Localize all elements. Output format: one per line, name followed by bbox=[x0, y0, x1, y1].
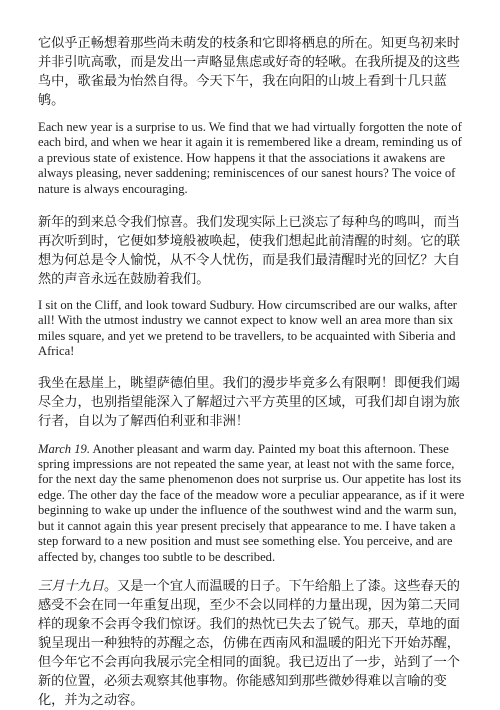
paragraph-zh-1: 它似乎正畅想着那些尚未萌发的枝条和它即将栖息的所在。知更鸟初来时并非引吭高歌，而是发出一声略显焦虑或好奇的轻啾。在我所提及的这些鸟中，歌雀最为怡然自得。今天下午，我在向阳的山坡上看到十几只蓝鸲。 bbox=[38, 36, 460, 108]
paragraph-en-6 bbox=[38, 442, 466, 565]
paragraph-en-2: Each new year is a surprise to us. We find that we had virtually forgotten the note of each bird, and when we hear it again it is remembered like a dream, reminding us of a previous state of existence. How happens it that the associations it awakens are always pleasing, never saddening; reminiscences of our sanest hours? The voice of nature is always encouraging. bbox=[38, 120, 462, 196]
entry-date-zh: 三月十九日 bbox=[38, 578, 104, 594]
paragraph-zh-3: 新年的到来总令我们惊喜。我们发现实际上已淡忘了每种鸟的鸣叫，而当再次听到时，它便如梦境般被唤起，使我们想起此前清醒的时刻。它的联想为何总是令人愉悦，从不令人忧伤，而是我们最清醒时光的回忆？大自然的声音永远在鼓励着我们。 bbox=[38, 215, 460, 288]
paragraph-en-6-body: Another pleasant and warm day. Painted my boat this afternoon. These spring impressions are not repeated the same year, at least not with the same force, for the next day the same phenomenon does not surprise us. Our appetite has lost its edge. The other day the face of the meadow wore a peculiar appearance, as if it were beginning to wake up under the influence of the southwest wind and the warm sun, but it cannot again this year present precisely that appearance to me. I have taken a step forward to a new position and must see something else. You perceive, and are affected by, changes too subtle to be described. bbox=[38, 441, 465, 564]
entry-date-en: March 19. bbox=[38, 441, 90, 456]
document-page bbox=[38, 34, 466, 710]
paragraph-en-4: I sit on the Cliff, and look toward Sudbury. How circumscribed are our walks, after all! With the utmost industry we cannot expect to know well an area more than six miles square, and yet we pretend to be travellers, to be acquainted with Siberia and Africa! bbox=[38, 298, 457, 359]
paragraph-zh-7-body: 。又是一个宜人而温暖的日子。下午给船上了漆。这些春天的感受不会在同一年重复出现，至少不会以同样的力量出现，因为第二天同样的现象不会再令我们惊讶。我们的热忱已失去了锐气。那天，草地的面貌呈现出一种独特的苏醒之态，仿佛在西南风和温暖的阳光下开始苏醒，但今年它不会再向我展示完全相同的面貌。我已迈出了一步，站到了一个新的位置，必须去观察其他事物。你能感知到那些微妙得难以言喻的变化，并为之动容。 bbox=[38, 578, 460, 708]
paragraph-zh-5: 我坐在悬崖上，眺望萨德伯里。我们的漫步毕竟多么有限啊！即便我们竭尽全力，也别指望能深入了解超过六平方英里的区域，可我们却自诩为旅行者，自以为了解西伯利亚和非洲！ bbox=[38, 375, 460, 429]
paragraph-zh-7 bbox=[38, 577, 466, 710]
